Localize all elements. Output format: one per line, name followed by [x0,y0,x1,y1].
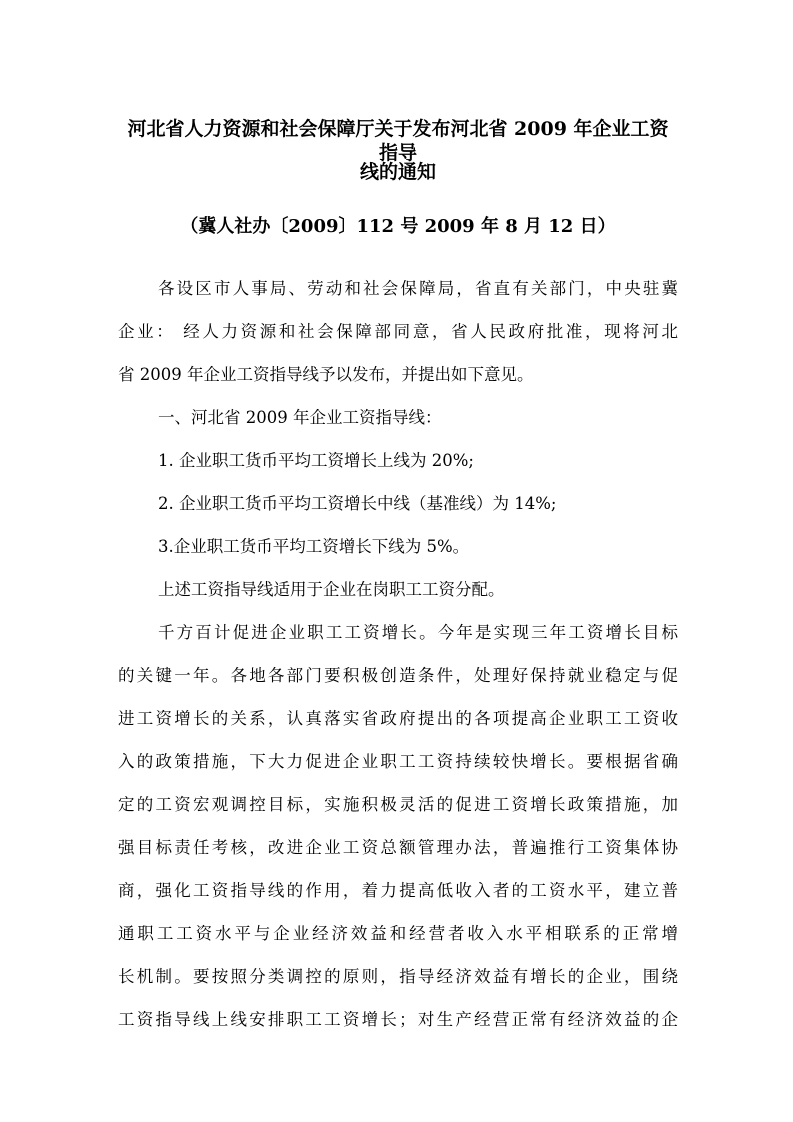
body-line: 进工资增长的关系，认真落实省政府提出的各项提高企业职工工资收 [118,709,678,728]
body-line: 企业： 经人力资源和社会保障部同意，省人民政府批准，现将河北 [118,322,678,341]
document-title-line-2: 线的通知 [359,161,436,183]
body-line: 一、河北省 2009 年企业工资指导线： [158,408,442,427]
body-line: 的关键一年。各地各部门要积极创造条件，处理好保持就业稳定与促 [118,666,678,685]
body-line: 长机制。要按照分类调控的原则，指导经济效益有增长的企业，围绕 [118,967,678,986]
body-line: 2. 企业职工货币平均工资增长中线（基准线）为 14%; [158,494,557,513]
body-line: 千方百计促进企业职工工资增长。今年是实现三年工资增长目标 [158,623,678,642]
body-line: 工资指导线上线安排职工工资增长；对生产经营正常有经济效益的企 [118,1010,678,1029]
body-line: 省 2009 年企业工资指导线予以发布，并提出如下意见。 [118,365,534,384]
document-subtitle: （冀人社办〔2009〕112 号 2009 年 8 月 12 日） [180,216,616,237]
body-line: 各设区市人事局、劳动和社会保障局，省直有关部门，中央驻冀 [158,279,678,298]
document-title-line-1: 河北省人力资源和社会保障厅关于发布河北省 2009 年企业工资指导 [127,118,669,164]
body-line: 通职工工资水平与企业经济效益和经营者收入水平相联系的正常增 [118,924,678,943]
body-line: 上述工资指导线适用于企业在岗职工工资分配。 [158,580,505,599]
body-line: 强目标责任考核，改进企业工资总额管理办法，普遍推行工资集体协 [118,838,678,857]
body-line: 定的工资宏观调控目标，实施积极灵活的促进工资增长政策措施，加 [118,795,678,814]
body-line: 商，强化工资指导线的作用，着力提高低收入者的工资水平，建立普 [118,881,678,900]
body-line: 入的政策措施，下大力促进企业职工工资持续较快增长。要根据省确 [118,752,678,771]
body-line: 3.企业职工货币平均工资增长下线为 5%。 [158,537,470,556]
body-line: 1. 企业职工货币平均工资增长上线为 20%; [158,451,474,470]
